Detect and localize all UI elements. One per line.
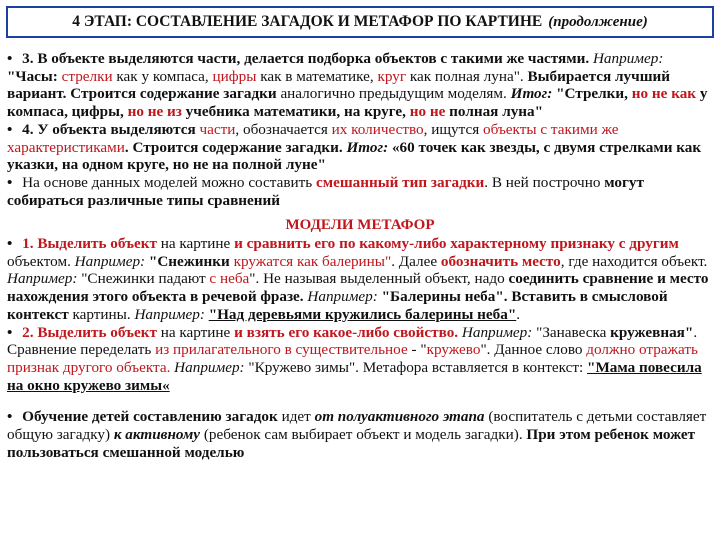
- text-run: объекты: [483, 120, 537, 138]
- bullet: •: [7, 120, 13, 138]
- bullet: •: [7, 173, 13, 191]
- text-run: , где находится объект.: [560, 252, 708, 270]
- text-run: "Стрелки,: [556, 85, 628, 103]
- text-run: обозначить место: [440, 252, 561, 270]
- text-run: объектом.: [7, 252, 71, 270]
- paragraph-riddle-step-3: [7, 50, 713, 121]
- text-run: с неба: [209, 270, 250, 288]
- text-run: на картине: [160, 235, 231, 253]
- text-run: из прилагательного в существительное: [155, 341, 408, 359]
- bullet: •: [7, 323, 13, 341]
- text-run: 3. В объекте выделяются части, делается подборка объектов с такими же частями.: [22, 50, 590, 67]
- text-run: части: [199, 120, 236, 138]
- section-heading-metaphor-models: МОДЕЛИ МЕТАФОР: [285, 217, 435, 234]
- content-body: [7, 50, 713, 461]
- paragraph-mixed-riddle: [7, 174, 713, 209]
- text-run: Например:: [592, 50, 664, 67]
- text-run: и взять его какое-либо свойство.: [234, 323, 459, 341]
- text-run: "Мама повесила на окно кружево зимы«: [7, 358, 702, 394]
- text-run: как у компаса,: [116, 67, 209, 85]
- page-title: [6, 6, 714, 38]
- text-run: Например:: [134, 305, 205, 323]
- text-run: соединить сравнение и место нахождения этого объекта в речевой фразе.: [7, 270, 709, 306]
- paragraph-metaphor-model-2: [7, 324, 713, 395]
- text-run: учебника математики, на круге,: [185, 103, 406, 121]
- text-run: (ребенок сам выбирает объект и модель загадки).: [203, 426, 523, 444]
- text-run: "Снежинки: [148, 252, 230, 270]
- text-run: "Снежинки падают: [81, 270, 206, 288]
- text-run: - ": [411, 341, 427, 359]
- text-run: стрелки: [61, 67, 113, 85]
- text-run: картины.: [72, 305, 131, 323]
- text-run: идет: [281, 408, 311, 426]
- text-run: . Сравнение переделать: [7, 323, 698, 359]
- text-run: ". Данное слово: [480, 341, 583, 359]
- text-run: Например:: [7, 270, 78, 288]
- paragraph-riddle-step-4: [7, 121, 713, 174]
- text-run: 2. Выделить объект: [22, 323, 157, 341]
- paragraph-metaphor-model-1: [7, 235, 713, 324]
- text-run: у компаса, цифры,: [7, 85, 708, 121]
- text-run: кружатся как балерины": [233, 252, 392, 270]
- text-run: кружево: [426, 341, 481, 359]
- text-run: "Занавеска: [536, 323, 607, 341]
- spacer: [7, 394, 713, 408]
- text-run: цифры: [212, 67, 257, 85]
- text-run: как в математике,: [260, 67, 374, 85]
- text-run: ". Не называя выделенный объект, надо: [249, 270, 505, 288]
- text-run: кружевная": [610, 323, 694, 341]
- text-run: к активному: [113, 426, 201, 444]
- text-run: .: [516, 305, 521, 323]
- text-run: аналогично предыдущим моделям.: [280, 85, 507, 103]
- text-run: на картине: [160, 323, 231, 341]
- text-run: "Часы:: [7, 67, 58, 85]
- text-run: На основе данных моделей можно составить: [22, 173, 313, 191]
- bullet: •: [7, 235, 13, 253]
- text-run: Обучение детей составлению загадок: [22, 408, 278, 426]
- text-run: но не из: [127, 103, 182, 121]
- text-run: Итог:: [346, 138, 389, 156]
- text-run: "Балерины неба". Вставить в смысловой контекст: [7, 288, 668, 323]
- text-run: "Над деревьями кружились балерины неба": [208, 305, 517, 323]
- bullet: •: [7, 50, 13, 67]
- text-run: "Кружево зимы". Метафора вставляется в контекст:: [248, 358, 584, 376]
- text-run: (воспитатель с детьми составляет общую загадку): [7, 408, 707, 444]
- text-run: должно отражать признак другого объекта.: [7, 341, 698, 376]
- text-run: могут собираться различные типы сравнений: [7, 173, 644, 209]
- text-run: . В ней построчно: [484, 173, 601, 191]
- text-run: но не как: [631, 85, 697, 103]
- title-main: 4 ЭТАП: СОСТАВЛЕНИЕ ЗАГАДОК И МЕТАФОР ПО КАРТИНЕ: [72, 13, 543, 30]
- text-run: «60 точек как звезды, с двумя стрелками как указки, на одном круге, но не на полной луне": [7, 138, 702, 174]
- title-continuation: (продолжение): [548, 13, 648, 30]
- text-run: 1. Выделить объект: [22, 235, 157, 253]
- text-run: Например:: [74, 252, 146, 270]
- bullet: •: [7, 408, 13, 426]
- text-run: как полная луна".: [409, 67, 524, 85]
- text-run: Например:: [174, 358, 245, 376]
- text-run: Например:: [307, 288, 378, 306]
- text-run: их количество: [331, 120, 424, 138]
- text-run: . Строится содержание загадки.: [124, 138, 343, 156]
- text-run: с такими же характеристиками: [7, 120, 619, 156]
- text-run: . Далее: [391, 252, 438, 270]
- text-run: Итог:: [510, 85, 553, 103]
- text-run: круг: [377, 67, 407, 85]
- text-run: полная луна": [449, 103, 544, 121]
- text-run: смешанный тип загадки: [316, 173, 485, 191]
- text-run: от полуактивного этапа: [314, 408, 485, 426]
- text-run: , обозначается: [235, 120, 328, 138]
- text-run: , ищутся: [423, 120, 480, 138]
- text-run: При этом ребенок может пользоваться смешанной моделью: [7, 426, 696, 461]
- text-run: но не: [409, 103, 446, 121]
- text-run: и сравнить его по какому-либо характерному признаку с другим: [234, 235, 679, 253]
- text-run: Например:: [461, 323, 533, 341]
- text-run: Выбирается лучший вариант. Строится содержание загадки: [7, 67, 671, 103]
- paragraph-teaching-stages: [7, 408, 713, 461]
- text-run: 4. У объекта выделяются: [22, 120, 196, 138]
